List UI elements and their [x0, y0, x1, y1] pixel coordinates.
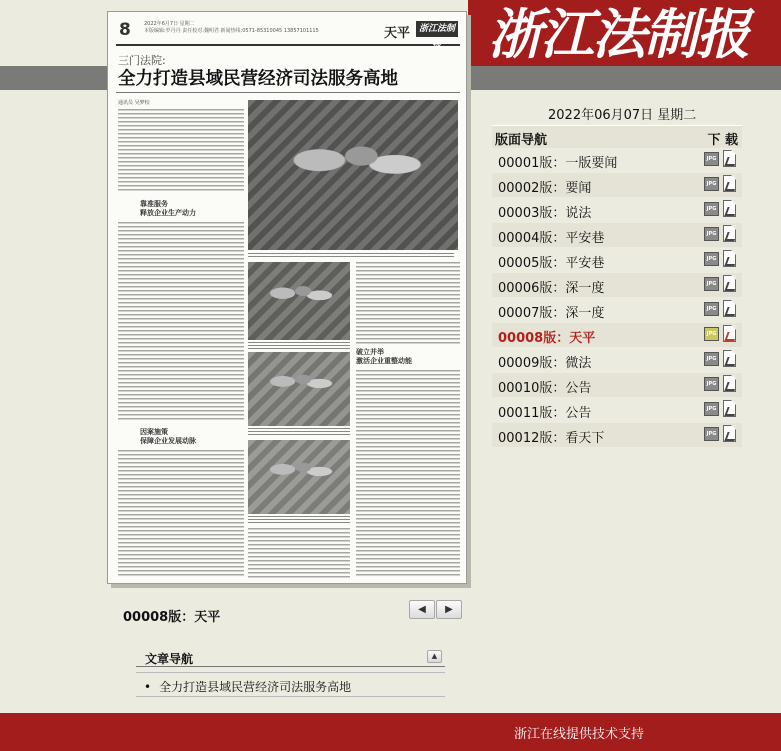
article-link-title: 全力打造县域民营经济司法服务高地 [159, 680, 352, 694]
news-photo [248, 262, 350, 340]
edition-row [492, 223, 742, 247]
article-byline: 通讯员 吴梦校 [118, 100, 150, 106]
jpg-download-icon[interactable]: JPG [704, 352, 719, 366]
photo-caption [248, 428, 350, 436]
chevron-right-icon: ▶ [445, 604, 453, 615]
edition-row [492, 398, 742, 422]
pdf-download-icon[interactable] [723, 375, 736, 392]
text-block [118, 222, 244, 422]
pdf-download-icon[interactable] [723, 275, 736, 292]
chevron-left-icon: ◀ [418, 604, 426, 615]
edition-link[interactable]: 00009版：微法 [498, 356, 592, 371]
subhead: 保障企业发展动脉 [140, 437, 196, 445]
jpg-download-icon[interactable]: JPG [704, 327, 719, 341]
jpg-download-icon[interactable]: JPG [704, 152, 719, 166]
text-block [248, 528, 350, 578]
edition-nav-header [492, 126, 742, 148]
edition-link[interactable]: 00007版：深一度 [498, 306, 605, 321]
edition-link[interactable]: 00012版：看天下 [498, 431, 605, 446]
prev-page-button[interactable] [409, 600, 435, 619]
edition-row [492, 373, 742, 397]
edition-row [492, 273, 742, 297]
text-block [118, 109, 244, 193]
collapse-icon[interactable]: ▲ [427, 650, 442, 663]
edition-link[interactable]: 00004版：平安巷 [498, 231, 605, 246]
edition-link[interactable]: 00011版：公告 [498, 406, 592, 421]
pdf-download-icon[interactable] [723, 300, 736, 317]
pdf-download-icon[interactable] [723, 325, 736, 342]
pdf-download-icon[interactable] [723, 200, 736, 217]
edition-row [492, 348, 742, 372]
article-kicker: 三门法院: [118, 54, 166, 67]
edition-link[interactable]: 00010版：公告 [498, 381, 592, 396]
edition-link[interactable]: 00005版：平安巷 [498, 256, 605, 271]
edition-link[interactable]: 00008版：天平 [498, 331, 596, 346]
newspaper-page-image[interactable] [107, 11, 467, 584]
edition-row [492, 198, 742, 222]
page-meta-editors: 本版编辑:罗丹丹 责任校对:魏明君 新闻热线:0571-85310045 13857101115 [144, 28, 319, 34]
pdf-download-icon[interactable] [723, 350, 736, 367]
edition-row [492, 248, 742, 272]
page-header [116, 18, 460, 50]
edition-row [492, 148, 742, 172]
subhead: 释放企业生产动力 [140, 209, 196, 217]
masthead-logo[interactable]: 浙江法制报 [488, 2, 748, 66]
news-photo [248, 440, 350, 514]
jpg-download-icon[interactable]: JPG [704, 377, 719, 391]
pdf-download-icon[interactable] [723, 175, 736, 192]
article-nav-header [136, 648, 445, 667]
edition-row [492, 323, 742, 347]
edition-row [492, 423, 742, 447]
page-section-name: 天平 [384, 26, 411, 41]
text-block [356, 370, 460, 578]
pdf-download-icon[interactable] [723, 400, 736, 417]
jpg-download-icon[interactable]: JPG [704, 277, 719, 291]
footer-credit: 浙江在线提供技术支持 [514, 727, 645, 742]
pdf-download-icon[interactable] [723, 225, 736, 242]
edition-link[interactable]: 00001版：一版要闻 [498, 156, 618, 171]
edition-link[interactable]: 00003版：说法 [498, 206, 592, 221]
jpg-download-icon[interactable]: JPG [704, 402, 719, 416]
photo-caption [248, 516, 350, 524]
edition-nav-title: 版面导航 [495, 133, 548, 148]
subhead: 靠准服务 [140, 200, 168, 208]
edition-link[interactable]: 00006版：深一度 [498, 281, 605, 296]
photo-caption [248, 342, 350, 350]
jpg-download-icon[interactable]: JPG [704, 252, 719, 266]
bullet-icon: • [144, 680, 152, 694]
photo-caption [248, 253, 454, 259]
footer [0, 713, 781, 751]
article-nav-title: 文章导航 [145, 652, 194, 666]
jpg-download-icon[interactable]: JPG [704, 302, 719, 316]
jpg-download-icon[interactable]: JPG [704, 427, 719, 441]
page-logo: 浙江法制报 [416, 21, 458, 37]
news-photo [248, 100, 458, 250]
jpg-download-icon[interactable]: JPG [704, 202, 719, 216]
download-column-title: 下 载 [707, 133, 738, 148]
jpg-download-icon[interactable]: JPG [704, 177, 719, 191]
pdf-download-icon[interactable] [723, 150, 736, 167]
article-list [136, 672, 445, 697]
issue-date: 2022年06月07日 星期二 [548, 108, 697, 123]
subhead: 因案施策 [140, 428, 168, 436]
edition-row [492, 298, 742, 322]
article-link[interactable] [144, 678, 351, 695]
text-block [118, 450, 244, 578]
subhead: 破立并举 [356, 348, 384, 356]
jpg-download-icon[interactable]: JPG [704, 227, 719, 241]
subhead: 激活企业重整动能 [356, 357, 412, 365]
pdf-download-icon[interactable] [723, 250, 736, 267]
edition-link[interactable]: 00002版：要闻 [498, 181, 592, 196]
news-photo [248, 352, 350, 426]
current-edition-label: 00008版：天平 [123, 610, 221, 625]
headline-rule [116, 92, 460, 93]
page-number: 8 [119, 20, 131, 40]
article-headline[interactable]: 全力打造县域民营经济司法服务高地 [118, 69, 398, 89]
edition-row [492, 173, 742, 197]
page-meta-date: 2022年6月7日 星期二 [144, 21, 195, 27]
next-page-button[interactable] [436, 600, 462, 619]
pdf-download-icon[interactable] [723, 425, 736, 442]
page-meta [144, 21, 324, 35]
text-block [356, 262, 460, 344]
